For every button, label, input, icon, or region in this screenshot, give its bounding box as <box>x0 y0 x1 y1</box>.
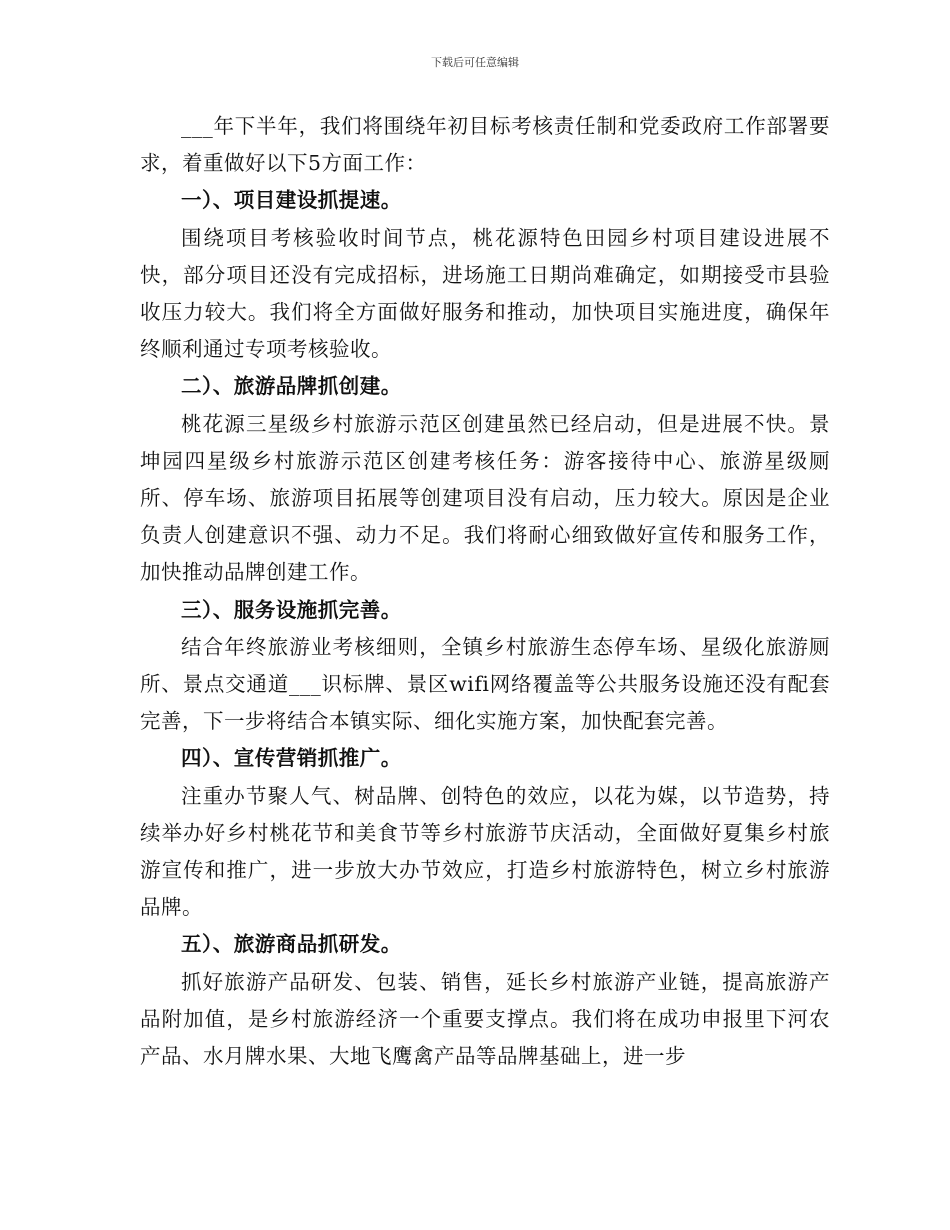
section-paragraph-5: 抓好旅游产品研发、包装、销售，延长乡村旅游产业链，提高旅游产品附加值，是乡村旅游经济一个重要支撑点。我们将在成功申报里下河农产品、水月牌水果、大地飞鹰禽产品等品牌基础上，进一步 <box>140 969 830 1069</box>
section-paragraph-1: 围绕项目考核验收时间节点，桃花源特色田园乡村项目建设进展不快，部分项目还没有完成招标，进场施工日期尚难确定，如期接受市县验收压力较大。我们将全方面做好服务和推动，加快项目实施进度，确保年终顺利通过专项考核验收。 <box>140 225 830 362</box>
section-heading-2: 二）、旅游品牌抓创建。 <box>181 374 402 399</box>
section-heading-1: 一）、项目建设抓提速。 <box>181 188 402 213</box>
intro-paragraph: ___年下半年，我们将围绕年初目标考核责任制和党委政府工作部署要求，着重做好以下5方面工作： <box>140 114 830 176</box>
section-heading-5: 五）、旅游商品抓研发。 <box>181 932 402 957</box>
document-body <box>140 108 830 1075</box>
section-heading-4: 四）、宣传营销抓推广。 <box>181 746 402 771</box>
section-paragraph-3: 结合年终旅游业考核细则，全镇乡村旅游生态停车场、星级化旅游厕所、景点交通道___识标牌、景区wifi网络覆盖等公共服务设施还没有配套完善，下一步将结合本镇实际、细化实施方案，加快配套完善。 <box>140 634 830 734</box>
section-heading-3: 三）、服务设施抓完善。 <box>181 597 402 622</box>
section-paragraph-4: 注重办节聚人气、树品牌、创特色的效应，以花为媒，以节造势，持续举办好乡村桃花节和美食节等乡村旅游节庆活动，全面做好夏集乡村旅游宣传和推广，进一步放大办节效应，打造乡村旅游特色，树立乡村旅游品牌。 <box>140 783 830 920</box>
section-paragraph-2: 桃花源三星级乡村旅游示范区创建虽然已经启动，但是进展不快。景坤园四星级乡村旅游示范区创建考核任务：游客接待中心、旅游星级厕所、停车场、旅游项目拓展等创建项目没有启动，压力较大。原因是企业负责人创建意识不强、动力不足。我们将耐心细致做好宣传和服务工作，加快推动品牌创建工作。 <box>140 411 830 585</box>
page-header: 下载后可任意编辑 <box>431 56 519 69</box>
